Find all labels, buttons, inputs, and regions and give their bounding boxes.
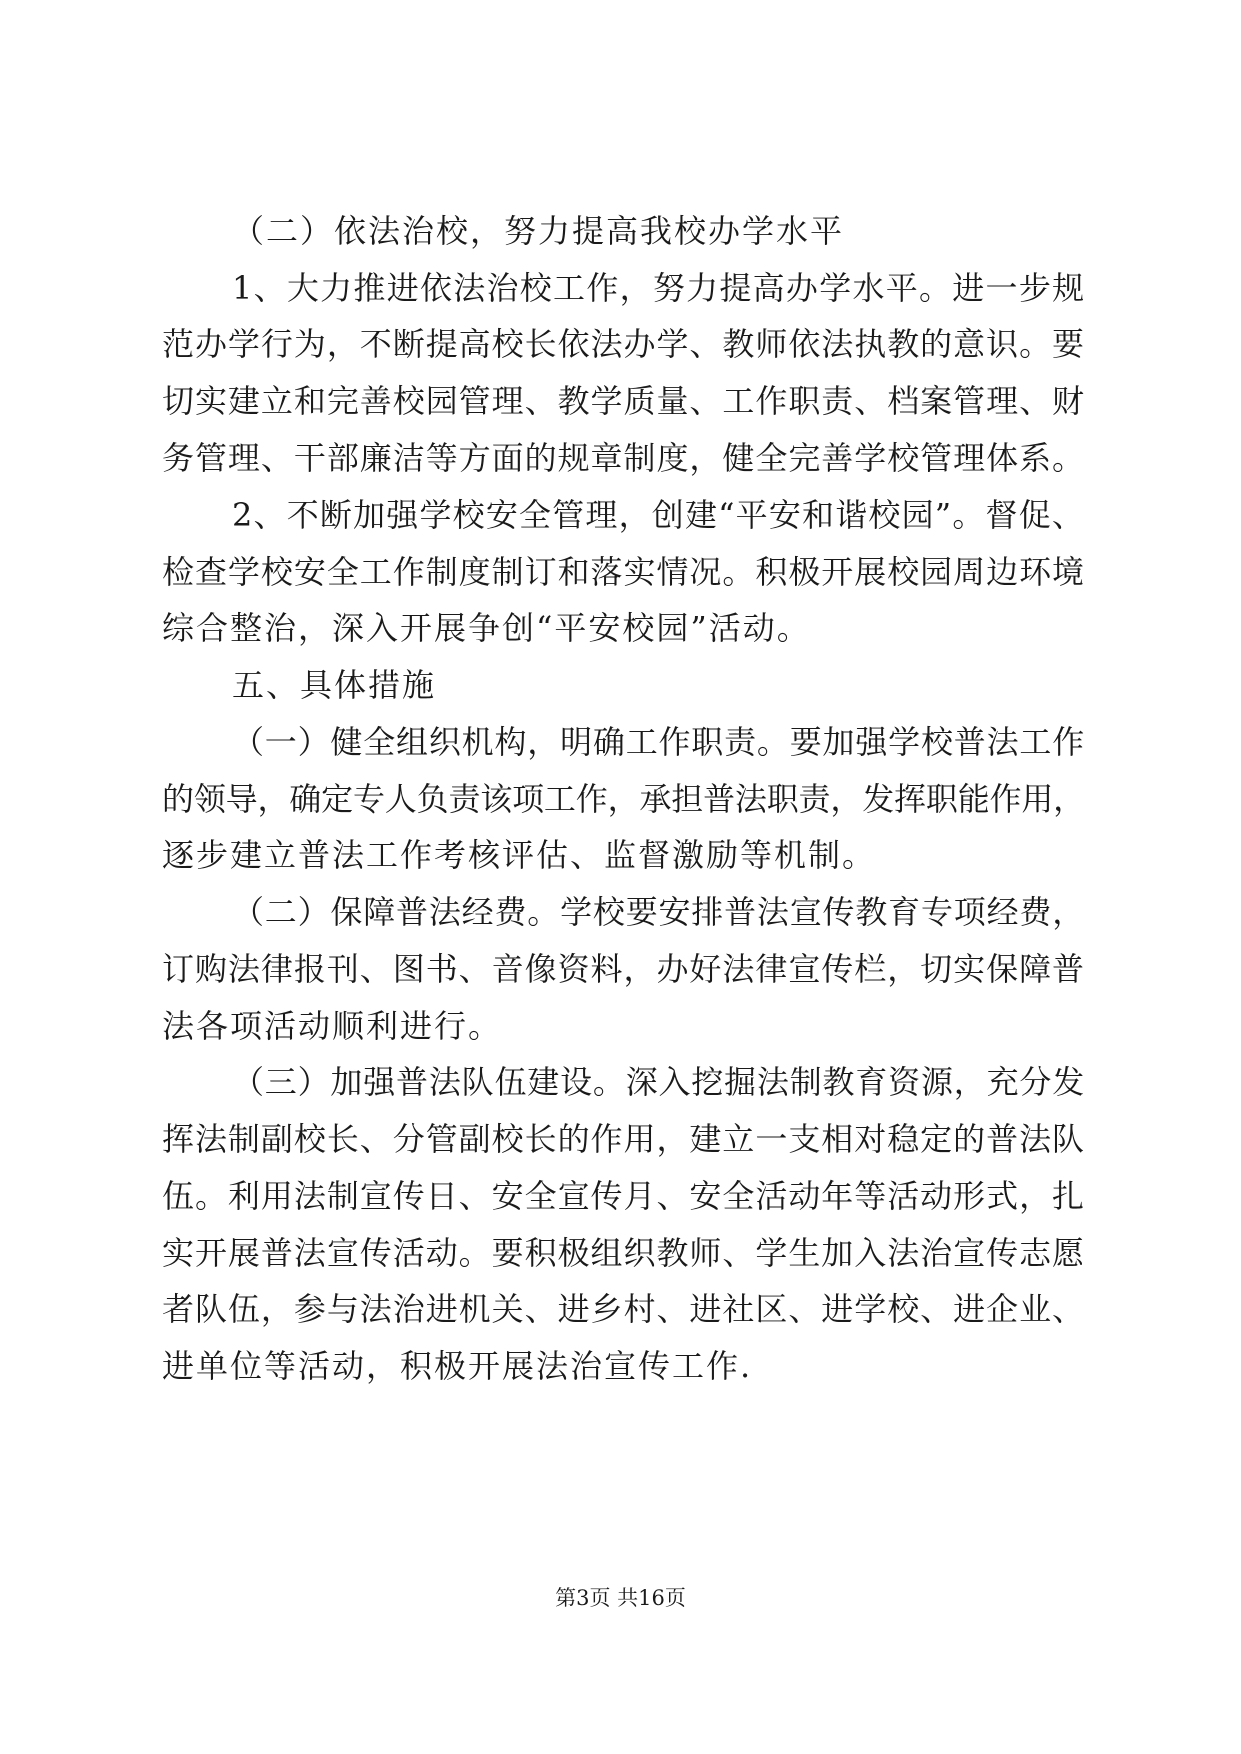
paragraph-line: 的领导，确定专人负责该项工作，承担普法职责，发挥职能作用， [162,780,1086,818]
paragraph-line: 伍。利用法制宣传日、安全宣传月、安全活动年等活动形式，扎 [162,1177,1086,1215]
paragraph-line: （三）加强普法队伍建设。深入挖掘法制教育资源，充分发 [232,1063,1086,1101]
paragraph-line: 2、不断加强学校安全管理，创建“平安和谐校园”。督促、 [232,496,1086,534]
paragraph-line: 法各项活动顺利进行。 [162,1007,503,1045]
paragraph-line: 挥法制副校长、分管副校长的作用，建立一支相对稳定的普法队 [162,1120,1086,1158]
paragraph-line: 订购法律报刊、图书、音像资料，办好法律宣传栏，切实保障普 [162,950,1086,988]
paragraph-line: 务管理、干部廉洁等方面的规章制度，健全完善学校管理体系。 [162,439,1086,477]
paragraph-line: 实开展普法宣传活动。要积极组织教师、学生加入法治宣传志愿 [162,1234,1086,1272]
paragraph-line: （二）保障普法经费。学校要安排普法宣传教育专项经费， [232,893,1086,931]
section-heading: 五、具体措施 [232,666,437,704]
paragraph-line: 进单位等活动，积极开展法治宣传工作. [162,1347,753,1385]
paragraph-line: 范办学行为，不断提高校长依法办学、教师依法执教的意识。要 [162,325,1086,363]
paragraph-line: （一）健全组织机构，明确工作职责。要加强学校普法工作 [232,723,1086,761]
section-heading: （二）依法治校，努力提高我校办学水平 [232,212,845,250]
page-number-footer: 第3页 共16页 [555,1586,686,1610]
paragraph-line: 切实建立和完善校园管理、教学质量、工作职责、档案管理、财 [162,382,1086,420]
paragraph-line: 者队伍，参与法治进机关、进乡村、进社区、进学校、进企业、 [162,1290,1086,1328]
paragraph-line: 综合整治，深入开展争创“平安校园”活动。 [162,609,811,647]
paragraph-line: 逐步建立普法工作考核评估、监督激励等机制。 [162,836,877,874]
paragraph-line: 检查学校安全工作制度制订和落实情况。积极开展校园周边环境 [162,553,1086,591]
paragraph-line: 1、大力推进依法治校工作，努力提高办学水平。进一步规 [232,269,1086,307]
